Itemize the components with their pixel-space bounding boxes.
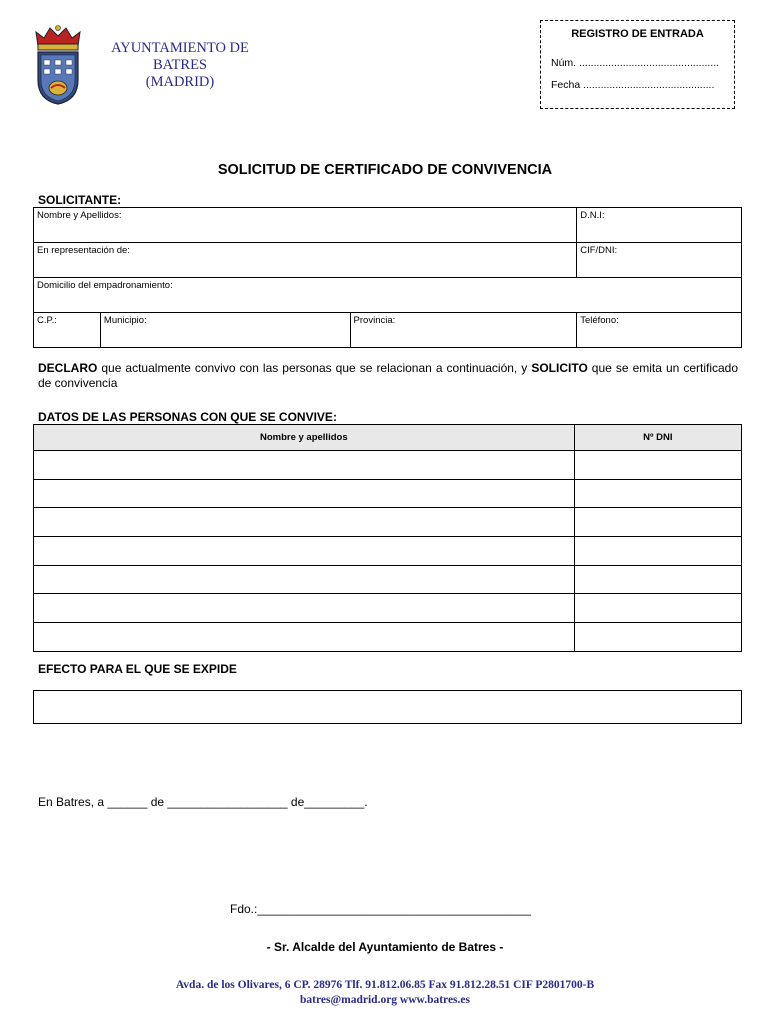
provincia-field[interactable] [350,313,577,348]
person-name-cell[interactable] [34,623,575,652]
recipient-line: - Sr. Alcalde del Ayuntamiento de Batres - [266,940,504,954]
declaro-text-2: que se emita un certificado de convivencia [38,361,739,390]
footer [0,978,770,1008]
cif-field[interactable] [577,243,742,278]
page-title: SOLICITUD DE CERTIFICADO DE CONVIVENCIA [217,162,553,178]
representacion-field[interactable] [34,243,577,278]
registro-fecha[interactable]: Fecha ............................................. [551,79,715,91]
organization-name [92,40,268,91]
person-dni-cell[interactable] [574,479,741,508]
person-row [34,508,742,537]
dni-label: D.N.I: [580,210,605,221]
person-dni-cell[interactable] [574,594,741,623]
telefono-field[interactable] [577,313,742,348]
nombre-label: Nombre y Apellidos: [37,210,122,221]
person-row [34,565,742,594]
person-name-cell[interactable] [34,479,575,508]
efecto-field[interactable] [33,690,742,724]
person-dni-cell[interactable] [574,508,741,537]
nombre-field[interactable] [34,208,577,243]
declaro-text-1: que actualmente convivo con las personas que se relacionan a continuación, y [97,361,532,375]
person-name-cell[interactable] [34,537,575,566]
place-date-line[interactable]: En Batres, a ______ de __________________ de_________. [38,795,368,809]
declaration-text [38,361,738,391]
coat-of-arms-icon [30,22,86,106]
efecto-heading: EFECTO PARA EL QUE SE EXPIDE [38,662,237,676]
footer-contact: batres@madrid.org www.batres.es [300,994,470,1006]
person-row [34,537,742,566]
dni-field[interactable] [577,208,742,243]
solicitante-table [33,207,742,348]
signature-line[interactable]: Fdo.:_________________________________________ [230,902,531,916]
declaro-word: DECLARO [38,361,98,375]
person-row [34,623,742,652]
org-line-2: BATRES [153,57,207,73]
representacion-label: En representación de: [37,245,130,256]
municipio-field[interactable] [100,313,350,348]
cif-label: CIF/DNI: [580,245,618,256]
org-line-1: AYUNTAMIENTO DE [111,40,249,56]
provincia-label: Provincia: [353,315,396,326]
col-nombre-header: Nombre y apellidos [34,425,575,451]
person-row [34,479,742,508]
personas-heading: DATOS DE LAS PERSONAS CON QUE SE CONVIVE: [38,410,337,424]
cp-field[interactable] [34,313,101,348]
org-line-3: (MADRID) [145,74,215,90]
registro-entrada-box [540,20,735,109]
person-name-cell[interactable] [34,508,575,537]
person-name-cell[interactable] [34,594,575,623]
telefono-label: Teléfono: [580,315,619,326]
registro-title: REGISTRO DE ENTRADA [571,28,704,40]
person-name-cell[interactable] [34,451,575,480]
person-dni-cell[interactable] [574,451,741,480]
person-name-cell[interactable] [34,565,575,594]
person-dni-cell[interactable] [574,623,741,652]
municipio-label: Municipio: [103,315,147,326]
registro-num[interactable]: Núm. ................................................ [551,57,720,69]
solicito-word: SOLICITO [531,361,588,375]
person-row [34,451,742,480]
person-row [34,594,742,623]
person-dni-cell[interactable] [574,537,741,566]
col-dni-header: Nº DNI [574,425,741,451]
footer-address: Avda. de los Olivares, 6 CP. 28976 Tlf. 91.812.06.85 Fax 91.812.28.51 CIF P2801700-B [175,979,595,991]
person-dni-cell[interactable] [574,565,741,594]
personas-table [33,424,742,652]
domicilio-field[interactable] [34,278,742,313]
domicilio-label: Domicilio del empadronamiento: [37,280,173,291]
cp-label: C.P.: [37,315,57,326]
solicitante-heading: SOLICITANTE: [38,193,122,207]
